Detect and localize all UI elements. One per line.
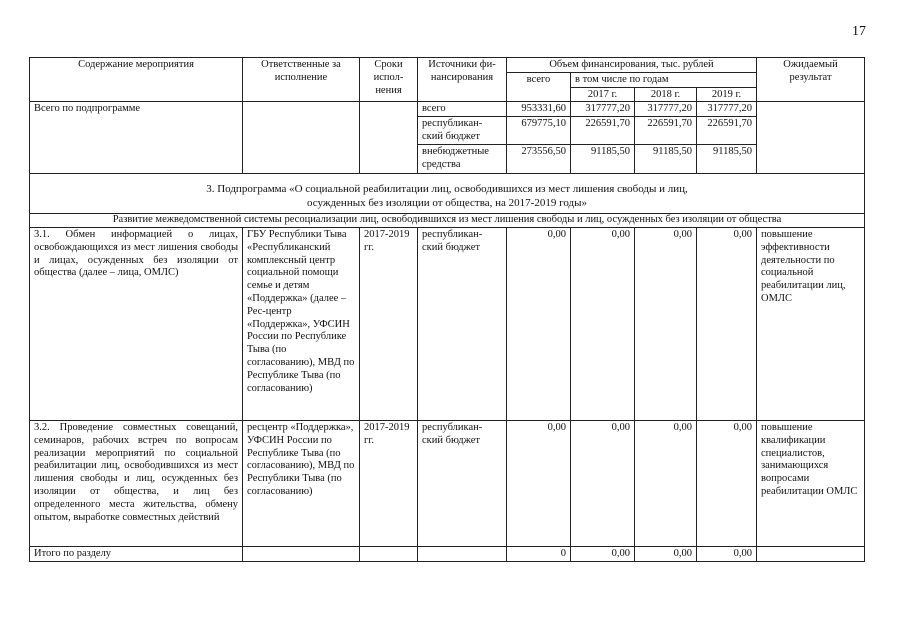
empty-cell: [757, 102, 865, 174]
total-cell: 0,00: [507, 227, 571, 420]
header-responsible: Ответственные за исполнение: [243, 58, 360, 102]
header-total: всего: [507, 72, 571, 102]
year-2017-cell: 0,00: [571, 420, 635, 546]
year-2019-cell: 0,00: [697, 227, 757, 420]
total-cell: 0: [507, 546, 571, 561]
year-2018-cell: 91185,50: [635, 145, 697, 174]
activity-source: республикан-ский бюджет: [418, 420, 507, 546]
year-2017-cell: 91185,50: [571, 145, 635, 174]
section-title-line2: осужденных без изоляции от общества, на 2017-2019 годы»: [306, 196, 587, 209]
financing-table: [29, 57, 865, 562]
year-2018-cell: 0,00: [635, 546, 697, 561]
total-cell: 679775,10: [507, 117, 571, 145]
activity-result: повышение эффективности деятельности по социальной реабилитации лиц, ОМЛС: [757, 227, 865, 420]
header-result: Ожидаемый результат: [757, 58, 865, 102]
year-2019-cell: 317777,20: [697, 102, 757, 117]
source-cell: республикан-ский бюджет: [418, 117, 507, 145]
activity-terms: 2017-2019 гг.: [360, 420, 418, 546]
empty-cell: [360, 546, 418, 561]
empty-cell: [757, 546, 865, 561]
section-title: [30, 174, 865, 214]
year-2017-cell: 317777,20: [571, 102, 635, 117]
activity-content: 3.1. Обмен информацией о лицах, освобождающихся из мест лишения свободы и лицах, осужденных без изоляции от общества (далее – лица, ОМЛС): [30, 227, 243, 420]
table-row: [30, 227, 865, 420]
table-row: [30, 420, 865, 546]
subsection-row: [30, 214, 865, 228]
section-title-line1: 3. Подпрограмма «О социальной реабилитации лиц, освободившихся из мест лишения свободы и лиц,: [206, 183, 688, 196]
year-2019-cell: 226591,70: [697, 117, 757, 145]
section-total-label: Итого по разделу: [30, 546, 243, 561]
year-2017-cell: 0,00: [571, 227, 635, 420]
header-sources: Источники фи-нансирования: [418, 58, 507, 102]
section-title-row: [30, 174, 865, 214]
total-cell: 0,00: [507, 420, 571, 546]
activity-responsible: ресцентр «Поддержка», УФСИН России по Республике Тыва (по согласованию), МВД по Республики Тыва (по согласованию): [243, 420, 360, 546]
subprogram-total-label: Всего по подпрограмме: [30, 102, 243, 174]
year-2018-cell: 0,00: [635, 420, 697, 546]
header-2018: 2018 г.: [635, 87, 697, 102]
empty-cell: [360, 102, 418, 174]
year-2018-cell: 0,00: [635, 227, 697, 420]
header-terms: Сроки испол-нения: [360, 58, 418, 102]
header-2019: 2019 г.: [697, 87, 757, 102]
page-number: 17: [852, 24, 866, 39]
activity-content: 3.2. Проведение совместных совещаний, семинаров, рабочих встреч по вопросам реализации мероприятий по социальной реабилитации лиц, освободившихся из мест лишения свободы и лиц, осужденных без изоляции от общества, и лиц без определенного места жительства, обмену опытом, выработке совместных действий: [30, 420, 243, 546]
year-2017-cell: 0,00: [571, 546, 635, 561]
year-2018-cell: 317777,20: [635, 102, 697, 117]
empty-cell: [243, 546, 360, 561]
year-2019-cell: 0,00: [697, 420, 757, 546]
activity-terms: 2017-2019 гг.: [360, 227, 418, 420]
subsection-title: Развитие межведомственной системы ресоциализации лиц, освободившихся из мест лишения свободы и лиц, осужденных без изоляции от общества: [30, 214, 865, 228]
header-volume: Объем финансирования, тыс. рублей: [507, 58, 757, 73]
empty-cell: [418, 546, 507, 561]
total-cell: 953331,60: [507, 102, 571, 117]
source-cell: всего: [418, 102, 507, 117]
total-cell: 273556,50: [507, 145, 571, 174]
source-cell: внебюджетные средства: [418, 145, 507, 174]
header-2017: 2017 г.: [571, 87, 635, 102]
header-row: [30, 58, 865, 73]
activity-result: повышение квалификации специалистов, занимающихся вопросами реабилитации ОМЛС: [757, 420, 865, 546]
empty-cell: [243, 102, 360, 174]
header-content: Содержание мероприятия: [30, 58, 243, 102]
year-2019-cell: 91185,50: [697, 145, 757, 174]
activity-responsible: ГБУ Республики Тыва «Республиканский комплексный центр социальной помощи семье и детям «Поддержка» (далее – Рес-центр «Поддержка», УФСИН России по Республике Тыва (по согласованию), МВД по Республике Тыва (по согласованию): [243, 227, 360, 420]
year-2017-cell: 226591,70: [571, 117, 635, 145]
activity-source: республикан-ский бюджет: [418, 227, 507, 420]
year-2018-cell: 226591,70: [635, 117, 697, 145]
table-row: [30, 546, 865, 561]
year-2019-cell: 0,00: [697, 546, 757, 561]
header-by-years: в том числе по годам: [571, 72, 757, 87]
table-row: [30, 102, 865, 117]
